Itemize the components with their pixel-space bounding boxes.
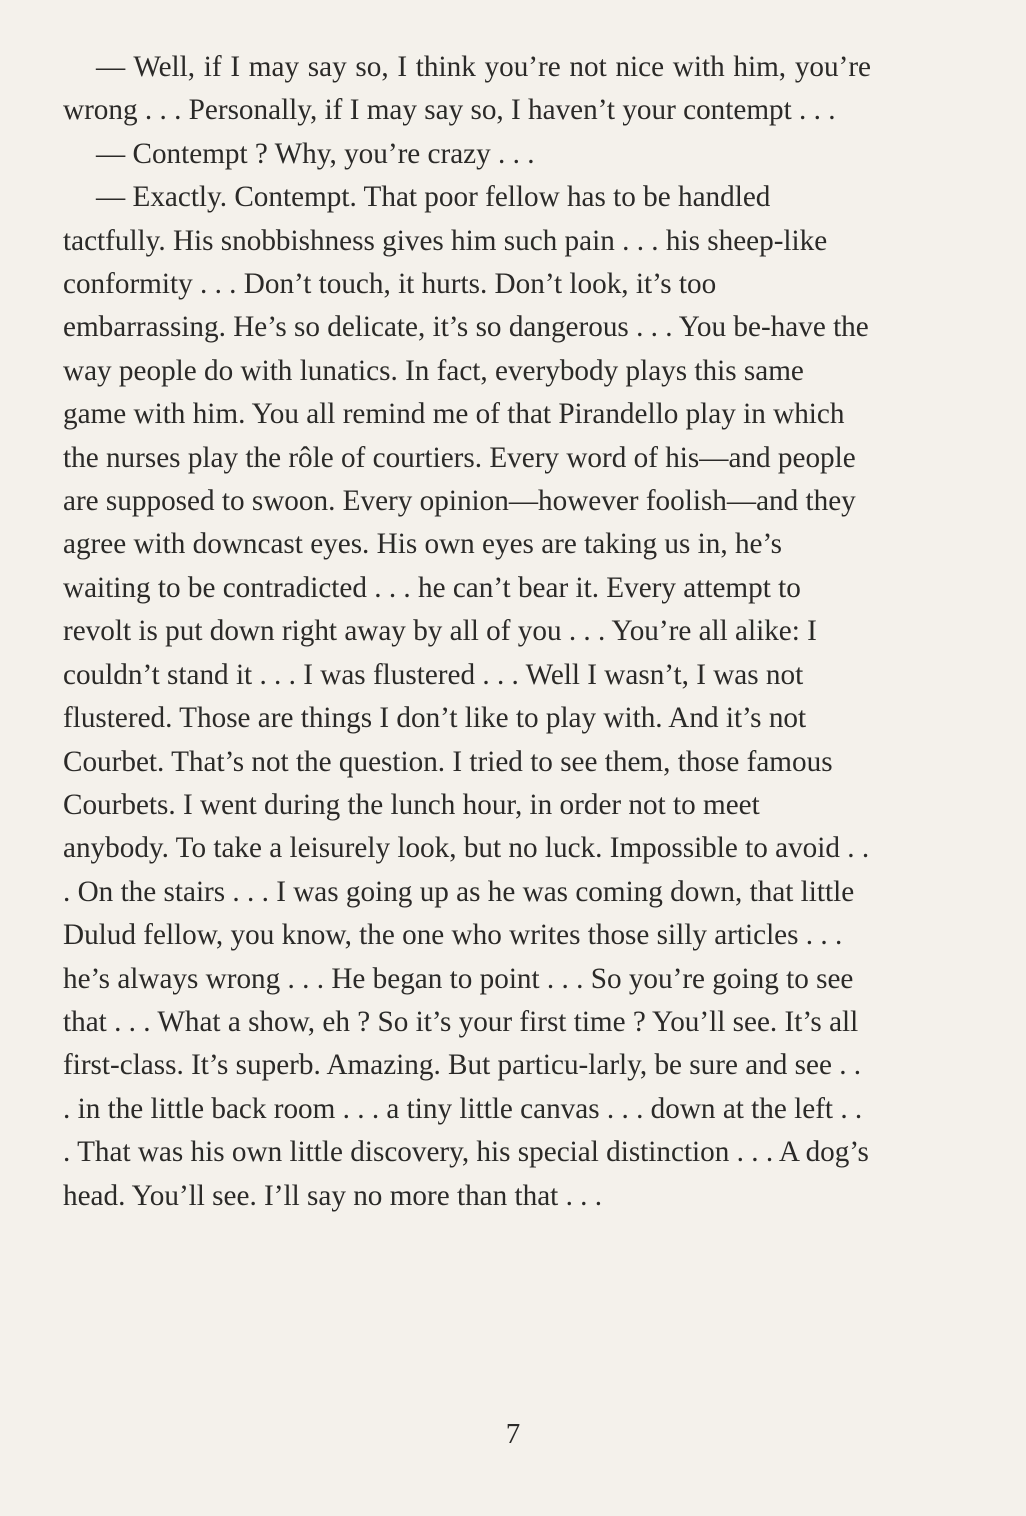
body-text (63, 46, 871, 1218)
paragraph-1: — Well, if I may say so, I think you’re not nice with him, you’re wrong . . . Personally, if I may say so, I haven’t your contempt . . . (63, 51, 871, 127)
paragraph-2: — Contempt ? Why, you’re crazy . . . (96, 137, 535, 170)
page-number: 7 (505, 1418, 521, 1450)
paragraph-3: — Exactly. Contempt. That poor fellow has to be handled tactfully. His snobbishness gives him such pain . . . his sheep-like conformity . . . Don’t touch, it hurts. Don’t look, it’s too embarrassing. He’s so delicate, it’s so dangerous . . . You be-have the way people do with lunatics. In fact, everybody plays this same game with him. You all remind me of that Pirandello play in which the nurses play the rôle of courtiers. Every word of his—and people are supposed to swoon. Every opinion—however foolish—and they agree with downcast eyes. His own eyes are taking us in, he’s waiting to be contradicted . . . he can’t bear it. Every attempt to revolt is put down right away by all of you . . . You’re all alike: I couldn’t stand it . . . I was flustered . . . Well I wasn’t, I was not flustered. Those are things I don’t like to play with. And it’s not Courbet. That’s not the question. I tried to see them, those famous Courbets. I went during the lunch hour, in order not to meet anybody. To take a leisurely look, but no luck. Impossible to avoid . . . On the stairs . . . I was going up as he was coming down, that little Dulud fellow, you know, the one who writes those silly articles . . . he’s always wrong . . . He began to point . . . So you’re going to see that . . . What a show, eh ? So it’s your first time ? You’ll see. It’s all first-class. It’s superb. Amazing. But particu-larly, be sure and see . . . in the little back room . . . a tiny little canvas . . . down at the left . . . That was his own little discovery, his special distinction . . . A dog’s head. You’ll see. I’ll say no more than that . . . (63, 181, 870, 1212)
